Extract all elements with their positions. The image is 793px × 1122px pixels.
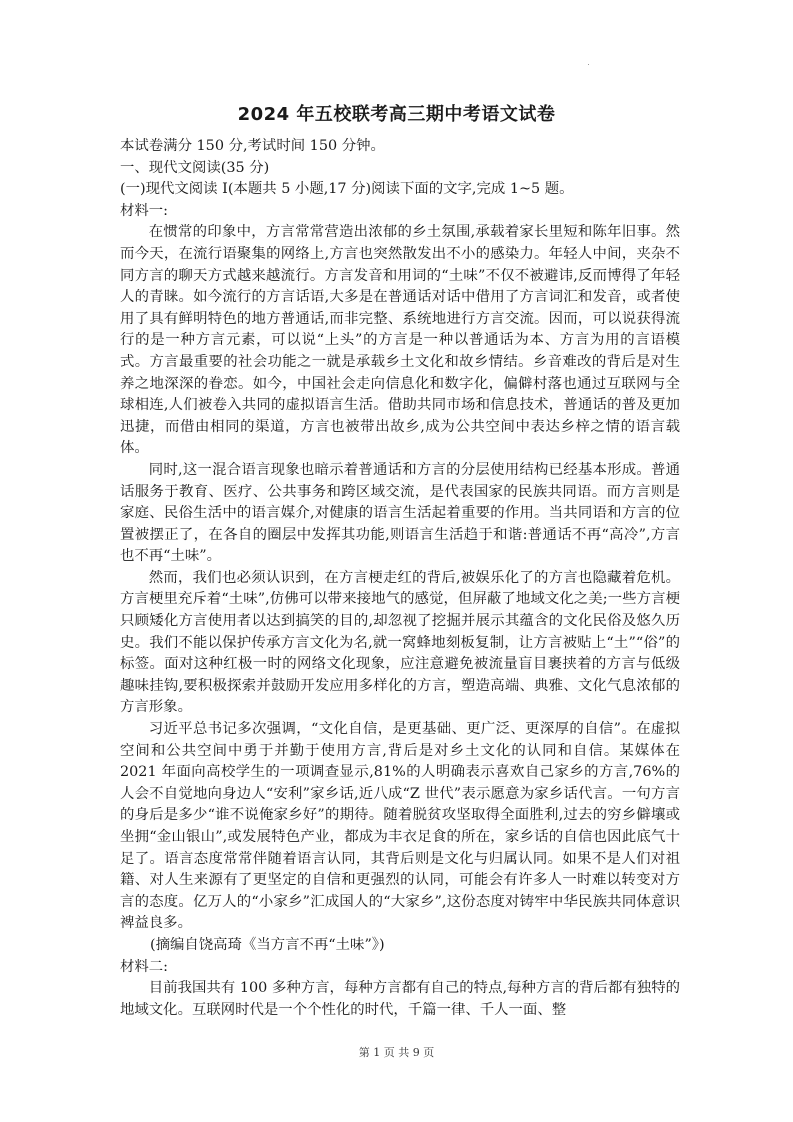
material-one-paragraph: 同时,这一混合语言现象也暗示着普通话和方言的分层使用结构已经基本形成。普通话服务于教育、医疗、公共事务和跨区域交流，是代表国家的民族共同语。而方言则是家庭、民俗生活中的语言媒介,对健康的语言生活起着重要的作用。当共同语和方言的位置被摆正了，在各自的圈层中发挥其功能,则语言生活趋于和谐:普通话不再“高冷”,方言也不再“土味”。 xyxy=(120,461,680,565)
material-two-label: 材料二: xyxy=(120,958,169,975)
exam-intro: 本试卷满分 150 分,考试时间 150 分钟。 xyxy=(120,138,385,154)
scan-speck xyxy=(588,64,589,65)
subsection-heading: (一)现代文阅读 I(本题共 5 小题,17 分)阅读下面的文字,完成 1~5 题。 xyxy=(120,181,574,198)
material-one-paragraph: 习近平总书记多次强调，“文化自信，是更基础、更广泛、更深厚的自信”。在虚拟空间和公共空间中勇于并勤于使用方言,背后是对乡土文化的认同和自信。某媒体在 2021 年面向高校学生的一项调查显示,81%的人明确表示喜欢自己家乡的方言,76%的人会不自觉地向身边人“安利”家乡话,近八成“Z 世代”表示愿意为家乡话代言。一句方言的身后是多少“谁不说俺家乡好”的期待。随着脱贫攻坚取得全面胜利,过去的穷乡僻壤或坐拥“金山银山”,或发展特色产业，都成为丰衣足食的所在，家乡话的自信也因此底气十足了。语言态度常常伴随着语言认同，其背后则是文化与归属认同。如果不是人们对祖籍、对人生来源有了更坚定的自信和更强烈的认同，可能会有许多人一时难以转变对方言的态度。亿万人的“小家乡”汇成国人的“大家乡”,这份态度对铸牢中华民族共同体意识裨益良多。 xyxy=(120,721,680,932)
exam-title: 2024 年五校联考高三期中考语文试卷 xyxy=(237,104,556,125)
material-two-paragraph: 目前我国共有 100 多种方言，每种方言都有自己的特点,每种方言的背后都有独特的地域文化。互联网时代是一个个性化的时代，千篇一律、千人一面、整 xyxy=(120,980,680,1018)
page-footer: 第 1 页 共 9 页 xyxy=(358,1046,435,1059)
exam-content xyxy=(120,136,680,1021)
material-one-label: 材料一: xyxy=(120,202,169,219)
material-one-paragraph: 然而，我们也必须认识到，在方言梗走红的背后,被娱乐化了的方言也隐藏着危机。方言梗里充斥着“土味”,仿佛可以带来接地气的感觉，但屏蔽了地域文化之美;一些方言梗只顾矮化方言使用者以达到搞笑的目的,却忽视了挖掘并展示其蕴含的文化民俗及悠久历史。我们不能以保护传承方言文化为名,就一窝蜂地刻板复制，让方言被贴上“土”“俗”的标签。面对这种红极一时的网络文化现象，应注意避免被流量盲目裹挟着的方言与低级趣味挂钩,要积极探索并鼓励开发应用多样化的方言，塑造高端、典雅、文化气息浓郁的方言形象。 xyxy=(120,569,680,716)
section-heading: 一、现代文阅读(35 分) xyxy=(120,159,270,176)
material-one-paragraph: 在惯常的印象中，方言常常营造出浓郁的乡土氛围,承载着家长里短和陈年旧事。然而今天，在流行语聚集的网络上,方言也突然散发出不小的感染力。年轻人中间，夹杂不同方言的聊天方式越来越流行。方言发音和用词的“土味”不仅不被避讳,反而博得了年轻人的青睐。如今流行的方言话语,大多是在普通话对话中借用了方言词汇和发音，或者使用了具有鲜明特色的地方普通话,而非完整、系统地进行方言交流。因而，可以说获得流行的是一种方言元素，可以说“上头”的方言是一种以普通话为本、方言为用的言语模式。方言最重要的社会功能之一就是承载乡土文化和故乡情结。乡音难改的背后是对生养之地深深的眷恋。如今，中国社会走向信息化和数字化，偏僻村落也通过互联网与全球相连,人们被卷入共同的虚拟语言生活。借助共同市场和信息技术，普通话的普及更加迅捷，而借由相同的渠道，方言也被带出故乡,成为公共空间中表达乡梓之情的语言载体。 xyxy=(120,224,680,457)
material-one-source: (摘编自饶高琦《当方言不再“土味”》) xyxy=(150,936,385,953)
